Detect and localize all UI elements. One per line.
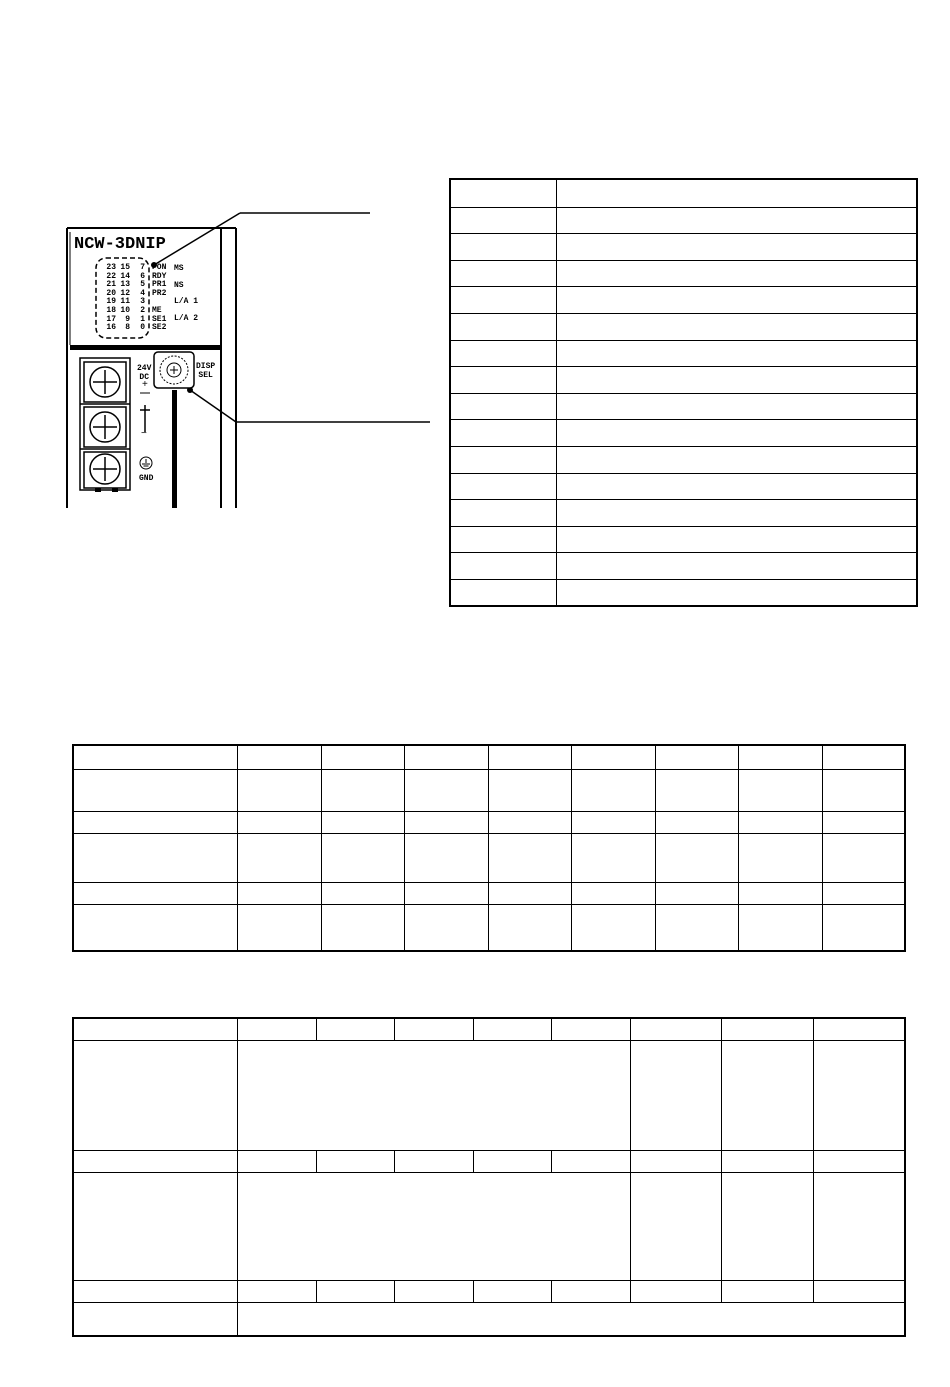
led-status-name: SE1 [152,314,167,324]
table-row [450,499,917,526]
led-number: 12 [120,288,130,298]
power-plus-label: + [142,379,148,390]
table-row [73,1280,905,1302]
ground-icon [140,457,152,469]
table-row [450,579,917,606]
led-number: 1 [140,314,145,324]
led-label-la1: L/A 1 [174,297,199,306]
led-number: 20 [106,288,116,298]
led-number-column [118,264,130,333]
bit-assignment-table-2 [72,1017,906,1337]
led-label-ns: NS [174,281,184,290]
table-row [73,1172,905,1280]
led-callout-line [154,213,240,265]
terminal-screw-icon [90,454,120,484]
led-description-table [449,178,918,607]
table-row [450,233,917,260]
led-number-column [136,264,145,333]
led-number: 0 [140,323,145,333]
table-row [73,833,905,882]
terminal-screw-icon [90,412,120,442]
led-status-name: ME [152,305,162,315]
table-row [73,882,905,904]
rotary-switch-icon [154,352,194,388]
table-row [450,207,917,233]
led-number: 2 [140,305,145,315]
table-row [73,769,905,811]
table-row [450,366,917,393]
led-number: 9 [125,314,130,324]
led-number: 4 [140,288,145,298]
bit-assignment-table-1 [72,744,906,952]
led-number: 5 [140,280,145,290]
led-status-name-column [152,264,166,333]
led-number-column [102,264,116,333]
led-number: 10 [120,305,130,315]
table-row [450,286,917,313]
switch-callout-line [190,390,236,422]
led-number: 17 [106,314,116,324]
led-status-name: PON [152,263,167,272]
led-number: 16 [106,323,116,333]
table-row [450,260,917,286]
table-header-row [73,1018,905,1040]
gnd-label: GND [139,474,154,483]
led-status-name: RDY [152,271,167,281]
led-number: 11 [120,297,130,307]
table-row [73,904,905,951]
table-row [450,313,917,340]
led-number: 14 [120,271,130,281]
led-number: 6 [140,271,145,281]
led-number: 3 [140,297,145,307]
table-row [450,393,917,419]
terminal-screw-icon [90,367,120,397]
table-row [450,419,917,446]
led-number: 22 [106,271,116,281]
led-number: 23 [106,263,116,272]
led-number: 19 [106,297,116,307]
table-header-row [450,179,917,207]
table-row [450,340,917,366]
device-model-label: NCW-3DNIP [74,235,166,254]
table-row [73,1040,905,1150]
display-select-label: DISP SEL [196,362,216,380]
led-status-name: SE2 [152,323,167,333]
table-row [450,446,917,473]
table-row [450,526,917,552]
power-terminal-label: 24V DC [137,364,152,382]
table-row [73,1150,905,1172]
table-row [450,552,917,579]
power-minus-label: − [141,428,147,439]
led-number: 21 [106,280,116,290]
table-header-row [73,745,905,769]
table-row [73,811,905,833]
led-number: 8 [125,323,130,333]
led-number: 15 [120,263,130,272]
led-label-la2: L/A 2 [174,314,199,323]
led-number: 7 [140,263,145,272]
table-row [73,1302,905,1336]
led-label-ms: MS [174,264,184,273]
led-status-name: PR1 [152,280,167,290]
led-number: 13 [120,280,130,290]
led-number: 18 [106,305,116,315]
table-row [450,473,917,499]
led-status-name: PR2 [152,288,167,298]
